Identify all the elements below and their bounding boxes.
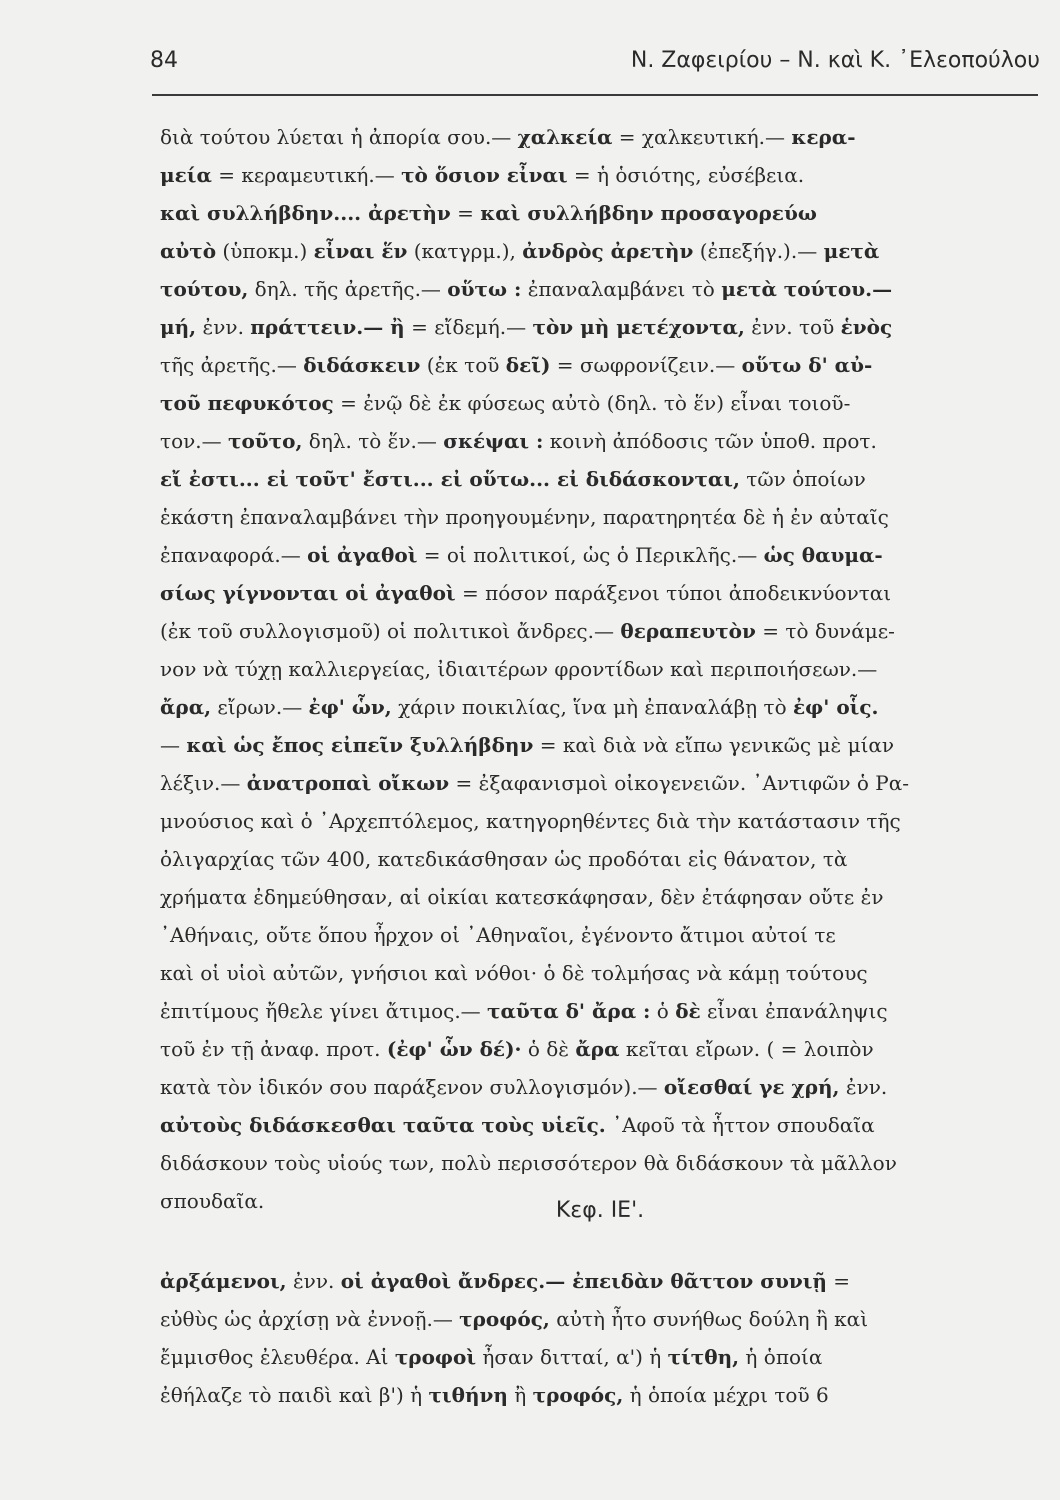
bold-term: ἐφ' οἷς. <box>792 695 879 719</box>
bold-term: τοῦτο, <box>227 429 303 453</box>
text-span: ἐθήλαζε τὸ παιδὶ καὶ β') ἡ <box>160 1383 429 1407</box>
text-span: (ὑποκμ.) <box>216 239 314 263</box>
bold-term: μετὰ <box>823 239 880 263</box>
text-line <box>160 764 1040 802</box>
bold-term: ἄρα <box>575 1037 620 1061</box>
text-line <box>160 1106 1040 1144</box>
text-span: = πόσον παράξενοι τύποι ἀποδεικνύονται <box>455 581 892 605</box>
text-span: δηλ. τῆς ἀρετῆς.— <box>248 277 448 301</box>
body-text <box>160 118 1040 1220</box>
text-span: διδάσκουν τοὺς υἱούς των, πολὺ περισσότερον θὰ διδάσκουν τὰ μᾶλλον <box>160 1151 897 1175</box>
page-number: 84 <box>150 48 178 73</box>
bold-term: οἴεσθαί γε χρή, <box>663 1075 840 1099</box>
text-span: ἐνν. <box>196 315 251 339</box>
text-line <box>160 1030 1040 1068</box>
text-span: (ἐκ τοῦ συλλογισμοῦ) οἱ πολιτικοὶ ἄνδρες.— <box>160 619 621 643</box>
text-line <box>160 308 1040 346</box>
text-span: μνούσιος καὶ ὁ ᾿Αρχεπτόλεμος, κατηγορηθέντες διὰ τὴν κατάστασιν τῆς <box>160 809 901 833</box>
bold-term: σίως γίγνονται οἱ ἀγαθοὶ <box>160 581 456 605</box>
text-span: = ἐξαφανισμοὶ οἰκογενειῶν. ᾿Αντιφῶν ὁ Ρα- <box>449 771 910 795</box>
bold-term: ταῦτα δ' ἄρα : <box>487 999 651 1023</box>
bold-term: ὡς θαυμα- <box>763 543 883 567</box>
text-span: τοῦ ἐν τῇ ἀναφ. προτ. <box>160 1037 387 1061</box>
text-line <box>160 232 1040 270</box>
bold-term: θεραπευτὸν <box>620 619 756 643</box>
text-line <box>160 194 1040 232</box>
text-line <box>160 1144 1040 1182</box>
text-line <box>160 422 1040 460</box>
header-rule <box>152 94 1038 96</box>
text-line <box>160 1068 1040 1106</box>
text-line <box>160 992 1040 1030</box>
bold-term: καὶ ὡς ἔπος εἰπεῖν ξυλλήβδην <box>186 733 534 757</box>
text-span: = σωφρονίζειν.— <box>550 353 742 377</box>
text-span: ἐνν. τοῦ <box>744 315 841 339</box>
bold-term: καὶ συλλήβδην προσαγορεύω <box>480 201 817 225</box>
bold-term: εἴ ἐστι... εἰ τοῦτ' ἔστι... εἰ οὕτω... εἰ διδάσκονται, <box>160 467 740 491</box>
page-header <box>150 44 1040 94</box>
text-line <box>160 954 1040 992</box>
text-span: = καὶ διὰ νὰ εἴπω γενικῶς μὲ μίαν <box>533 733 895 757</box>
text-span: ἐνν. <box>839 1075 888 1099</box>
bold-term: τὸν μὴ μετέχοντα, <box>532 315 745 339</box>
text-span: ἐπιτίμους ἤθελε γίνει ἄτιμος.— <box>160 999 488 1023</box>
text-line <box>160 1300 1040 1338</box>
text-span: ᾿Αφοῦ τὰ ἧττον σπουδαῖα <box>605 1113 875 1137</box>
text-line <box>160 1376 1040 1414</box>
text-span: ὀλιγαρχίας τῶν 400, κατεδικάσθησαν ὡς προδόται εἰς θάνατον, τὰ <box>160 847 848 871</box>
text-line <box>160 156 1040 194</box>
text-span: ἡ ὁποία μέχρι τοῦ 6 <box>623 1383 829 1407</box>
text-line <box>160 1262 1040 1300</box>
text-line <box>160 346 1040 384</box>
bold-term: αὐτὸ <box>160 239 217 263</box>
bold-term: μετὰ τούτου.— <box>721 277 893 301</box>
bold-term: τροφοὶ <box>394 1345 477 1369</box>
bold-term: ἑνὸς <box>840 315 893 339</box>
text-span: = ἐνῷ δὲ ἐκ φύσεως αὐτὸ (δηλ. τὸ ἕν) εἶναι τοιοῦ- <box>333 391 851 415</box>
text-line <box>160 688 1040 726</box>
text-line <box>160 726 1040 764</box>
text-span: (ἐκ τοῦ <box>420 353 506 377</box>
bold-term: μή, <box>160 315 197 339</box>
text-line <box>160 802 1040 840</box>
text-span: ὁ <box>650 999 676 1023</box>
chapter-heading: Κεφ. ΙΕ'. <box>555 1198 645 1223</box>
text-span: ἐνν. <box>286 1269 341 1293</box>
text-span: (κατγρμ.), <box>407 239 523 263</box>
text-line <box>160 384 1040 422</box>
text-span: ἑκάστη ἐπαναλαμβάνει τὴν προηγουμένην, παρατηρητέα δὲ ἡ ἐν αὐταῖς <box>160 505 889 529</box>
bold-term: ἀνδρὸς ἀρετὴν <box>522 239 694 263</box>
bold-term: τὸ ὅσιον εἶναι <box>401 163 568 187</box>
text-span: εὐθὺς ὡς ἀρχίσῃ νὰ ἐννοῇ.— <box>160 1307 460 1331</box>
text-line <box>160 878 1040 916</box>
text-span: δηλ. τὸ ἕν.— <box>302 429 444 453</box>
running-head: Ν. Ζαφειρίου – Ν. καὶ Κ. ᾿Ελεοπούλου <box>630 48 1040 73</box>
text-span: ἐπαναφορά.— <box>160 543 308 567</box>
bold-term: χαλκεία <box>517 125 613 149</box>
bold-term: δεῖ) <box>505 353 551 377</box>
text-span: ἦσαν διτταί, α') ἡ <box>476 1345 668 1369</box>
text-span: κοινὴ ἀπόδοσις τῶν ὑποθ. προτ. <box>543 429 877 453</box>
text-line <box>160 460 1040 498</box>
bold-term: μεία <box>160 163 212 187</box>
bold-term: τροφός, <box>459 1307 550 1331</box>
bold-term: κερα- <box>791 125 856 149</box>
bold-term: ἐφ' ὧν, <box>308 695 392 719</box>
text-line <box>160 118 1040 156</box>
text-line <box>160 498 1040 536</box>
text-line <box>160 574 1040 612</box>
text-line <box>160 612 1040 650</box>
text-span: χρήματα ἐδημεύθησαν, αἱ οἰκίαι κατεσκάφησαν, δὲν ἐτάφησαν οὔτε ἐν <box>160 885 884 909</box>
text-span: = <box>450 201 481 225</box>
bold-term: ἄρα, <box>160 695 212 719</box>
text-span: — <box>160 733 187 757</box>
body-text-continued <box>160 1262 1040 1414</box>
text-span: ἡ ὁποία <box>739 1345 823 1369</box>
text-span: αὐτὴ ἦτο συνήθως δούλη ἢ καὶ <box>549 1307 869 1331</box>
text-span: τῶν ὁποίων <box>739 467 866 491</box>
bold-term: (ἐφ' ὧν δέ)· <box>386 1037 522 1061</box>
text-span: κεῖται εἴρων. ( = λοιπὸν <box>619 1037 874 1061</box>
bold-term: δὲ <box>675 999 701 1023</box>
bold-term: οἱ ἀγαθοὶ <box>307 543 418 567</box>
text-line <box>160 536 1040 574</box>
text-span: = κεραμευτική.— <box>211 163 402 187</box>
bold-term: ἀρξάμενοι, <box>160 1269 287 1293</box>
bold-term: τροφός, <box>532 1383 624 1407</box>
bold-term: τίτθη, <box>667 1345 740 1369</box>
bold-term: καὶ συλλήβδην.... ἀρετὴν <box>160 201 451 225</box>
text-span: ἐπαναλαμβάνει τὸ <box>521 277 722 301</box>
text-span: τον.— <box>160 429 228 453</box>
bold-term: τοῦ πεφυκότος <box>160 391 334 415</box>
text-span: = ἡ ὁσιότης, εὐσέβεια. <box>567 163 805 187</box>
text-span: καὶ οἱ υἱοὶ αὐτῶν, γνήσιοι καὶ νόθοι· ὁ δὲ τολμήσας νὰ κάμῃ τούτους <box>160 961 868 985</box>
text-span: εἴρων.— <box>211 695 309 719</box>
bold-term: οὕτω : <box>447 277 522 301</box>
text-span: (ἐπεξήγ.).— <box>693 239 824 263</box>
bold-term: διδάσκειν <box>303 353 421 377</box>
bold-term: εἶναι ἕν <box>313 239 408 263</box>
bold-term: οὕτω δ' αὐ- <box>741 353 873 377</box>
text-span: ἢ <box>507 1383 533 1407</box>
text-span: λέξιν.— <box>160 771 247 795</box>
text-span: εἶναι ἐπανάληψις <box>700 999 888 1023</box>
text-line <box>160 1338 1040 1376</box>
text-line <box>160 840 1040 878</box>
text-span: = οἱ πολιτικοί, ὡς ὁ Περικλῆς.— <box>417 543 764 567</box>
bold-term: ἀνατροπαὶ οἴκων <box>246 771 450 795</box>
bold-term: τιθήνη <box>428 1383 508 1407</box>
bold-term: σκέψαι : <box>443 429 544 453</box>
bold-term: οἱ ἀγαθοὶ ἄνδρες.— ἐπειδὰν θᾶττον συνιῇ <box>340 1269 827 1293</box>
bold-term: τούτου, <box>160 277 249 301</box>
text-span: τῆς ἀρετῆς.— <box>160 353 304 377</box>
text-span: διὰ τούτου λύεται ἡ ἀπορία σου.— <box>160 125 518 149</box>
text-span: = χαλκευτική.— <box>612 125 792 149</box>
text-line <box>160 270 1040 308</box>
text-span: = <box>826 1269 851 1293</box>
text-span: νον νὰ τύχῃ καλλιεργείας, ἰδιαιτέρων φροντίδων καὶ περιποιήσεων.— <box>160 657 878 681</box>
text-span: κατὰ τὸν ἰδικόν σου παράξενον συλλογισμόν).— <box>160 1075 664 1099</box>
text-span: ἔμμισθος ἐλευθέρα. Αἱ <box>160 1345 395 1369</box>
text-span: = τὸ δυνάμε- <box>755 619 895 643</box>
text-span: χάριν ποικιλίας, ἵνα μὴ ἐπαναλάβῃ τὸ <box>391 695 793 719</box>
text-line <box>160 916 1040 954</box>
bold-term: πράττειν.— ἢ <box>250 315 405 339</box>
bold-term: αὐτοὺς διδάσκεσθαι ταῦτα τοὺς υἱεῖς. <box>160 1113 606 1137</box>
text-span: ᾿Αθήναις, οὔτε ὅπου ἦρχον οἱ ᾿Αθηναῖοι, ἐγένοντο ἄτιμοι αὐτοί τε <box>160 923 836 947</box>
text-line <box>160 650 1040 688</box>
text-span: = εἴδεμή.— <box>404 315 533 339</box>
text-span: ὁ δὲ <box>521 1037 576 1061</box>
text-span: σπουδαῖα. <box>160 1189 265 1213</box>
